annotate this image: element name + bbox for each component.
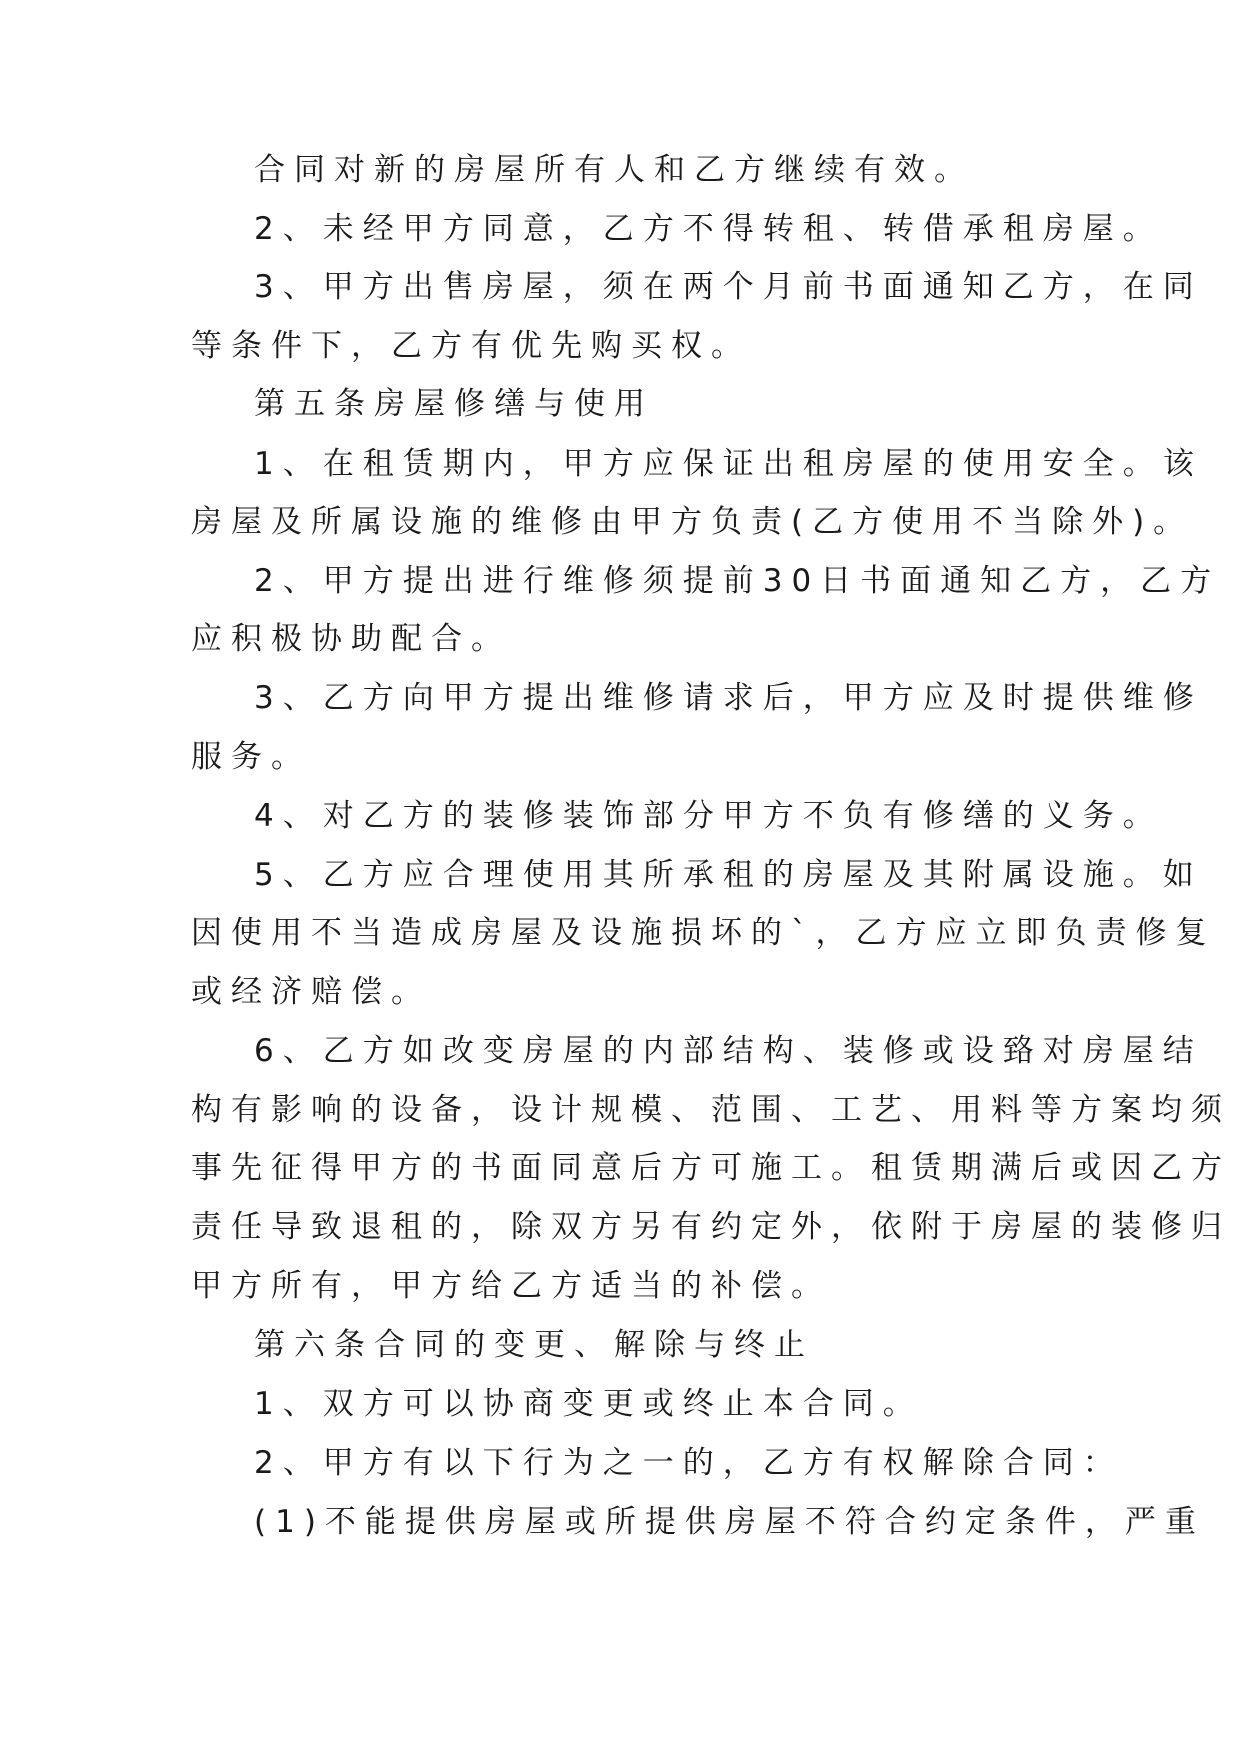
text-line: 2、甲方有以下行为之一的，乙方有权解除合同： — [254, 1445, 1123, 1481]
text-line: 3、甲方出售房屋，须在两个月前书面通知乙方，在同 — [254, 269, 1203, 305]
text-line: 合同对新的房屋所有人和乙方继续有效。 — [254, 152, 974, 188]
text-line: 或经济赔偿。 — [191, 974, 431, 1010]
text-line: 等条件下，乙方有优先购买权。 — [191, 328, 751, 364]
text-line: 1、双方可以协商变更或终止本合同。 — [254, 1386, 923, 1422]
text-line: 责任导致退租的，除双方另有约定外，依附于房屋的装修归 — [191, 1209, 1231, 1245]
text-line: 4、对乙方的装修装饰部分甲方不负有修缮的义务。 — [254, 798, 1163, 834]
text-line: 服务。 — [191, 739, 311, 775]
text-line: 甲方所有，甲方给乙方适当的补偿。 — [191, 1268, 831, 1304]
text-line: 构有影响的设备，设计规模、范围、工艺、用料等方案均须 — [191, 1092, 1231, 1128]
text-line: 5、乙方应合理使用其所承租的房屋及其附属设施。如 — [254, 857, 1203, 893]
text-line: 因使用不当造成房屋及设施损坏的`，乙方应立即负责修复 — [191, 915, 1216, 951]
section-heading: 第六条合同的变更、解除与终止 — [254, 1327, 814, 1363]
text-line: 2、甲方提出进行维修须提前30日书面通知乙方，乙方 — [254, 563, 1221, 599]
text-line: 应积极协助配合。 — [191, 621, 511, 657]
text-line: 房屋及所属设施的维修由甲方负责(乙方使用不当除外)。 — [191, 504, 1194, 540]
text-line: 2、未经甲方同意，乙方不得转租、转借承租房屋。 — [254, 211, 1163, 247]
section-heading: 第五条房屋修缮与使用 — [254, 386, 654, 422]
text-line: 3、乙方向甲方提出维修请求后，甲方应及时提供维修 — [254, 680, 1203, 716]
text-line: (1)不能提供房屋或所提供房屋不符合约定条件，严重 — [254, 1504, 1205, 1540]
text-line: 6、乙方如改变房屋的内部结构、装修或设臵对房屋结 — [254, 1033, 1203, 1069]
text-line: 1、在租赁期内，甲方应保证出租房屋的使用安全。该 — [254, 446, 1203, 482]
text-line: 事先征得甲方的书面同意后方可施工。租赁期满后或因乙方 — [191, 1150, 1231, 1186]
